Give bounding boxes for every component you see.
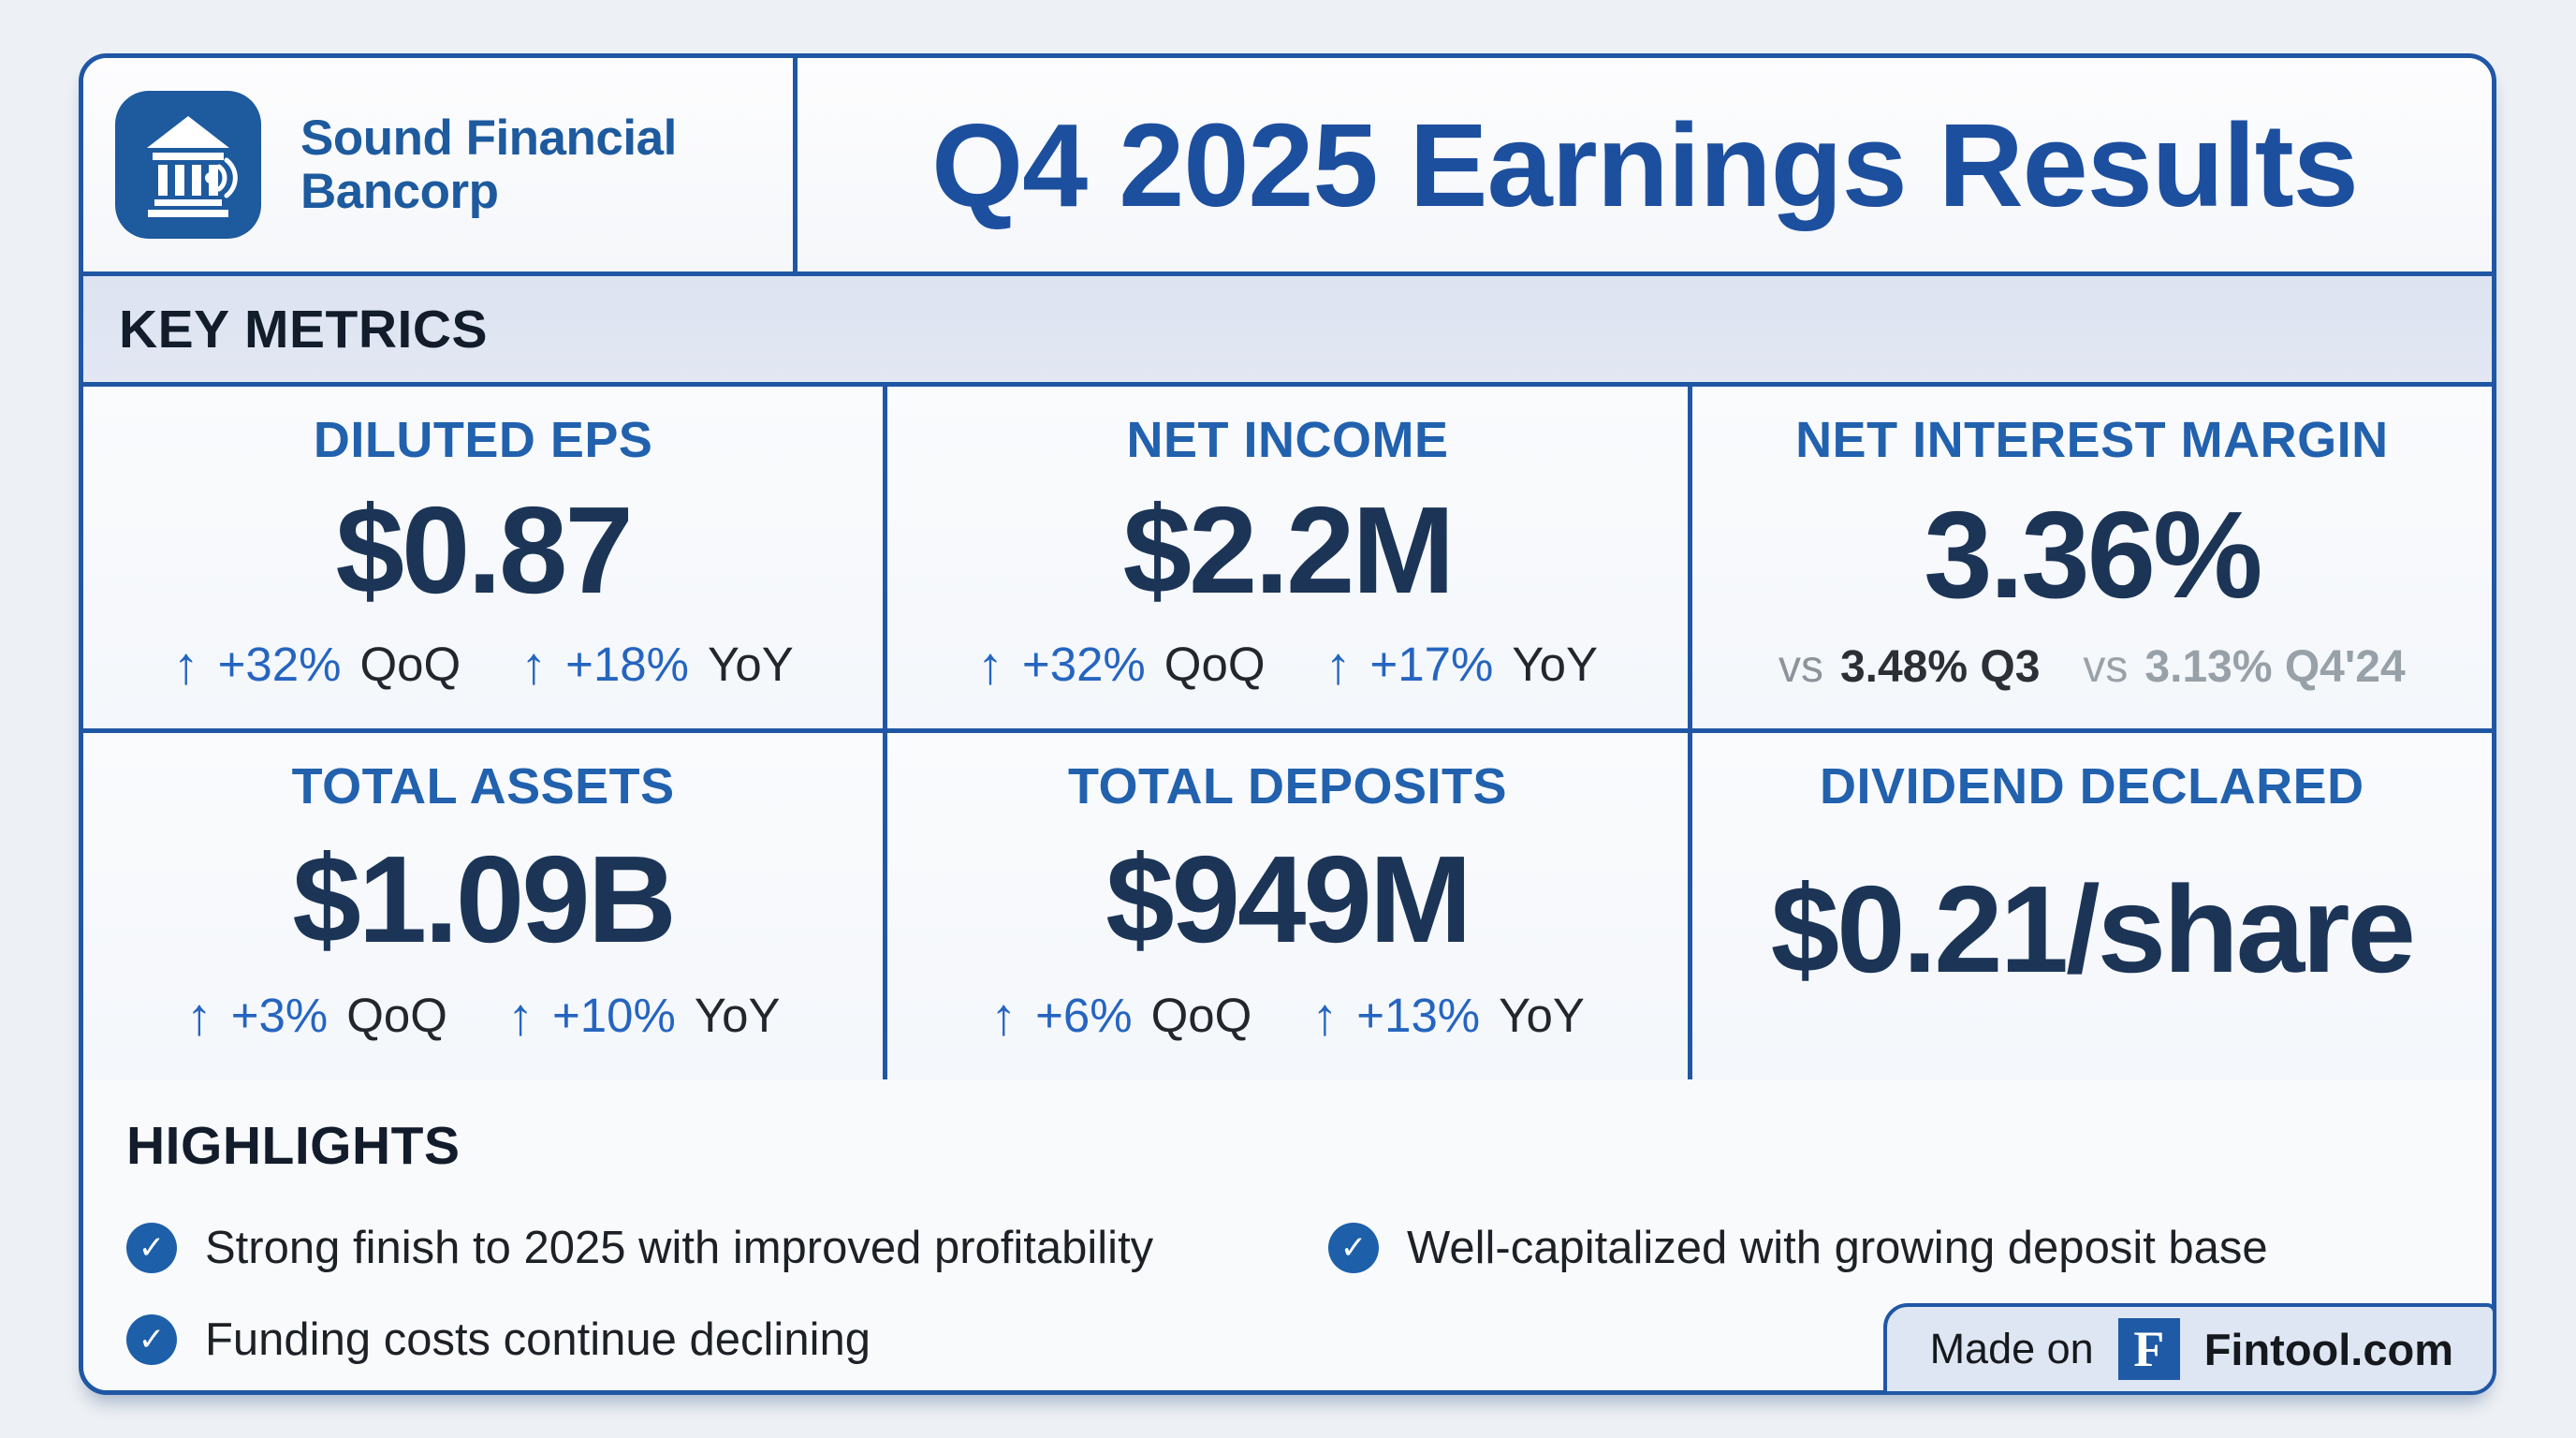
check-icon: ✓ xyxy=(126,1314,177,1365)
change-delta: +32% xyxy=(1021,638,1146,691)
compare-value: 3.13% Q4'24 xyxy=(2144,642,2406,692)
brand-name-line1: Sound Financial xyxy=(300,110,677,166)
header xyxy=(83,58,2492,276)
highlights-heading: HIGHLIGHTS xyxy=(126,1116,461,1176)
metric-net-interest-margin xyxy=(1688,387,2492,728)
compare-value: 3.48% Q3 xyxy=(1839,642,2041,692)
metric-total-deposits xyxy=(883,733,1687,1079)
change-delta: +32% xyxy=(217,638,342,691)
metric-compare-row xyxy=(1778,641,2406,693)
up-arrow-icon: ↑ xyxy=(172,636,199,695)
metric-value: 3.36% xyxy=(1924,486,2261,624)
metric-value: $0.21/share xyxy=(1770,860,2413,998)
metric-label: DILUTED EPS xyxy=(313,412,653,468)
yoy-change xyxy=(507,983,781,1044)
highlight-text: Strong finish to 2025 with improved profitability xyxy=(205,1223,1154,1273)
key-metrics-label: KEY METRICS xyxy=(119,299,489,360)
fintool-site-label: Fintool.com xyxy=(2203,1324,2453,1374)
change-period: QoQ xyxy=(359,638,461,691)
fintool-logo-icon: F xyxy=(2118,1318,2180,1380)
made-on-label: Made on xyxy=(1929,1325,2094,1372)
change-delta: +3% xyxy=(230,989,329,1042)
yoy-change xyxy=(1311,983,1585,1044)
metric-value: $1.09B xyxy=(292,829,674,968)
compare-prefix: vs xyxy=(2083,642,2129,692)
up-arrow-icon: ↑ xyxy=(1311,987,1339,1046)
metric-value: $0.87 xyxy=(335,481,631,619)
bank-logo-icon xyxy=(115,91,261,239)
qoq-change xyxy=(186,983,447,1044)
title-cell xyxy=(798,58,2492,271)
metrics-row-1 xyxy=(83,387,2492,733)
up-arrow-icon: ↑ xyxy=(520,636,548,695)
key-metrics-bar xyxy=(83,276,2492,387)
metric-change-row xyxy=(990,983,1585,1044)
up-arrow-icon: ↑ xyxy=(1325,636,1352,695)
change-period: YoY xyxy=(694,989,781,1042)
metrics-row-2 xyxy=(83,733,2492,1079)
highlight-text: Well-capitalized with growing deposit base xyxy=(1407,1223,2268,1273)
change-period: QoQ xyxy=(1150,989,1252,1042)
check-icon: ✓ xyxy=(126,1223,177,1273)
metric-change-row xyxy=(186,983,781,1044)
change-period: QoQ xyxy=(1164,638,1266,691)
made-on-fintool-badge xyxy=(1883,1303,2496,1395)
metric-label: TOTAL DEPOSITS xyxy=(1067,758,1508,814)
yoy-change xyxy=(1325,632,1598,693)
highlight-item xyxy=(1328,1222,2492,1274)
change-period: YoY xyxy=(1512,638,1599,691)
brand-name-line2: Bancorp xyxy=(300,164,499,219)
card-inner xyxy=(83,58,2492,1390)
up-arrow-icon: ↑ xyxy=(506,987,534,1046)
change-delta: +6% xyxy=(1035,989,1133,1042)
metric-net-income xyxy=(883,387,1687,728)
q4-24-comparison xyxy=(2083,641,2405,693)
change-period: YoY xyxy=(708,638,794,691)
check-icon: ✓ xyxy=(1328,1223,1379,1273)
metric-change-row xyxy=(173,632,794,693)
yoy-change xyxy=(520,632,794,693)
metric-label: TOTAL ASSETS xyxy=(291,758,675,814)
metric-value: $949M xyxy=(1105,829,1470,968)
qoq-change xyxy=(990,983,1251,1044)
q3-comparison xyxy=(1778,641,2040,693)
highlight-item xyxy=(126,1313,1328,1366)
metric-change-row xyxy=(977,632,1598,693)
qoq-change xyxy=(173,632,461,693)
change-period: QoQ xyxy=(346,989,447,1042)
change-period: YoY xyxy=(1499,989,1585,1042)
highlight-item xyxy=(126,1222,1328,1274)
highlight-text: Funding costs continue declining xyxy=(205,1314,871,1365)
metric-label: DIVIDEND DECLARED xyxy=(1820,758,2364,814)
metric-total-assets xyxy=(83,733,883,1079)
compare-prefix: vs xyxy=(1778,642,1823,692)
page-title: Q4 2025 Earnings Results xyxy=(931,98,2358,231)
metric-value: $2.2M xyxy=(1122,481,1453,619)
metric-label: NET INCOME xyxy=(1126,412,1449,468)
change-delta: +10% xyxy=(551,989,676,1042)
metric-diluted-eps xyxy=(83,387,883,728)
bank-building-icon xyxy=(132,109,244,221)
metric-dividend-declared xyxy=(1688,733,2492,1079)
up-arrow-icon: ↑ xyxy=(976,636,1003,695)
brand-cell xyxy=(83,58,798,271)
change-delta: +13% xyxy=(1356,989,1481,1042)
change-delta: +17% xyxy=(1369,638,1494,691)
up-arrow-icon: ↑ xyxy=(185,987,212,1046)
earnings-card xyxy=(79,53,2496,1395)
up-arrow-icon: ↑ xyxy=(990,987,1017,1046)
metric-label: NET INTEREST MARGIN xyxy=(1795,412,2389,468)
change-delta: +18% xyxy=(565,638,690,691)
brand-name xyxy=(300,111,677,218)
qoq-change xyxy=(977,632,1266,693)
